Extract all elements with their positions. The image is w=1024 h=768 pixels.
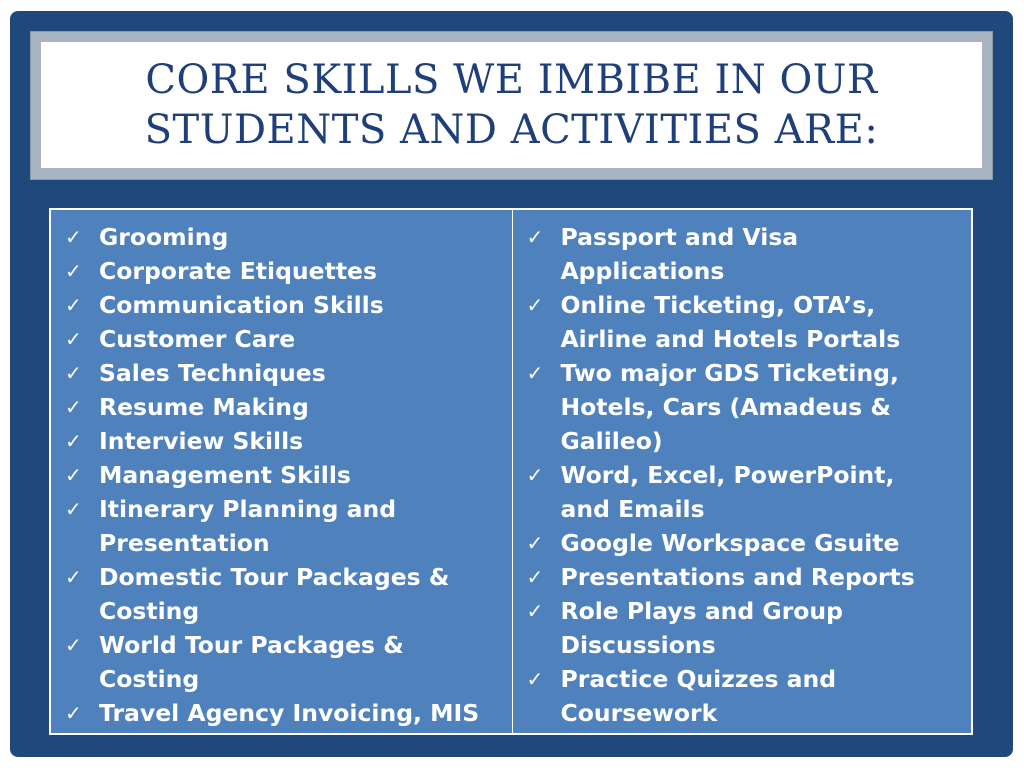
checkmark-icon: ✓ — [65, 395, 82, 419]
list-item — [527, 458, 972, 526]
list-item — [65, 560, 512, 628]
right-activity-list — [527, 220, 972, 730]
slide-background — [10, 11, 1013, 757]
checkmark-icon: ✓ — [526, 599, 544, 623]
list-item-text: Travel Agency Invoicing, MIS — [99, 699, 480, 727]
list-item — [65, 628, 512, 696]
checkmark-icon: ✓ — [65, 361, 82, 385]
list-item-text: Domestic Tour Packages & Costing — [99, 563, 450, 625]
list-item — [65, 424, 512, 458]
list-item — [527, 662, 972, 730]
list-item-text: Online Ticketing, OTA’s, Airline and Hotels Portals — [560, 291, 901, 353]
list-item-text: Google Workspace Gsuite — [560, 529, 900, 557]
list-item-text: Resume Making — [99, 393, 309, 421]
list-item — [65, 254, 512, 288]
checkmark-icon: ✓ — [526, 361, 544, 385]
checkmark-icon: ✓ — [526, 531, 544, 555]
list-item-text: Passport and Visa Applications — [560, 223, 799, 285]
list-item-text: Two major GDS Ticketing, Hotels, Cars (Amadeus & Galileo) — [560, 359, 899, 455]
checkmark-icon: ✓ — [65, 293, 82, 317]
checkmark-icon: ✓ — [65, 565, 82, 589]
slide-title-line-1: CORE SKILLS WE IMBIBE IN OUR — [145, 57, 878, 103]
list-item-text: World Tour Packages & Costing — [99, 631, 404, 693]
left-skill-list — [65, 220, 512, 730]
list-item — [527, 288, 972, 356]
checkmark-icon: ✓ — [526, 667, 544, 691]
checkmark-icon: ✓ — [65, 497, 82, 521]
slide-title-line-2: STUDENTS AND ACTIVITIES ARE: — [144, 107, 879, 153]
skills-column-left — [51, 210, 513, 733]
list-item — [65, 288, 512, 322]
checkmark-icon: ✓ — [65, 225, 82, 249]
list-item — [65, 696, 512, 730]
list-item-text: Customer Care — [99, 325, 296, 353]
list-item-text: Interview Skills — [99, 427, 304, 455]
checkmark-icon: ✓ — [65, 633, 82, 657]
list-item-text: Presentations and Reports — [560, 563, 915, 591]
list-item — [527, 594, 972, 662]
list-item-text: Management Skills — [99, 461, 351, 489]
list-item — [527, 560, 972, 594]
checkmark-icon: ✓ — [526, 225, 544, 249]
checkmark-icon: ✓ — [526, 293, 544, 317]
list-item — [527, 220, 972, 288]
list-item-text: Sales Techniques — [99, 359, 326, 387]
list-item — [65, 356, 512, 390]
list-item — [65, 492, 512, 560]
checkmark-icon: ✓ — [65, 327, 82, 351]
list-item-text: Role Plays and Group Discussions — [560, 597, 843, 659]
list-item-text: Practice Quizzes and Coursework — [560, 665, 837, 727]
list-item-text: Itinerary Planning and Presentation — [99, 495, 397, 557]
checkmark-icon: ✓ — [526, 463, 544, 487]
list-item — [527, 526, 972, 560]
list-item — [65, 322, 512, 356]
checkmark-icon: ✓ — [65, 701, 82, 725]
title-frame — [30, 31, 993, 180]
list-item — [65, 220, 512, 254]
list-item — [65, 390, 512, 424]
skills-column-right — [513, 210, 972, 733]
skills-table — [49, 208, 973, 735]
list-item-text: Word, Excel, PowerPoint, and Emails — [560, 461, 895, 523]
list-item — [527, 356, 972, 458]
checkmark-icon: ✓ — [526, 565, 544, 589]
checkmark-icon: ✓ — [65, 429, 82, 453]
title-box — [41, 42, 982, 168]
checkmark-icon: ✓ — [65, 259, 82, 283]
list-item — [65, 458, 512, 492]
list-item-text: Grooming — [99, 223, 229, 251]
list-item-text: Corporate Etiquettes — [99, 257, 377, 285]
checkmark-icon: ✓ — [65, 463, 82, 487]
list-item-text: Communication Skills — [99, 291, 384, 319]
